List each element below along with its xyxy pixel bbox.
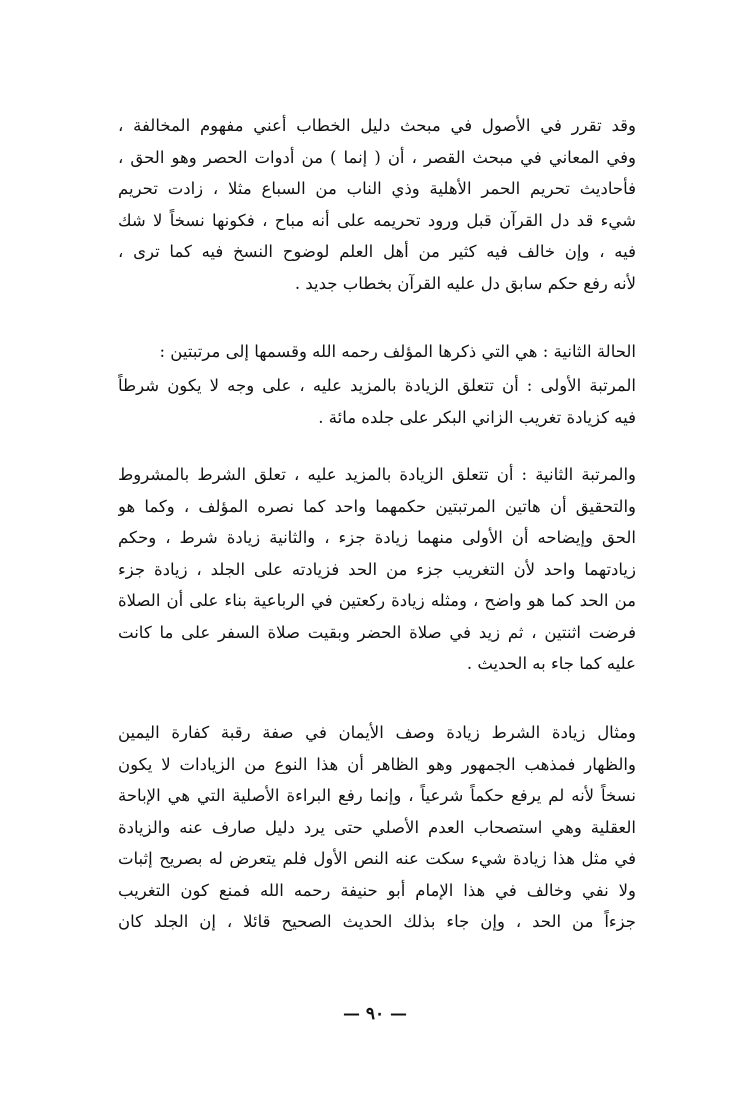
paragraph-3 bbox=[118, 370, 636, 433]
text-line: فرضت اثنتين ، ثم زيد في صلاة الحضر وبقيت صلاة السفر على ما كانت bbox=[118, 622, 636, 642]
page-number: — ٩٠ — bbox=[342, 1004, 408, 1024]
text-line: والظهار فمذهب الجمهور وهو الظاهر أن هذا النوع من الزيادات لا يكون bbox=[118, 754, 636, 774]
paragraph-1 bbox=[118, 110, 636, 299]
text-line: والتحقيق أن هاتين المرتبتين حكمهما واحد كما نصره المؤلف ، وكما هو bbox=[118, 496, 636, 516]
paragraph-5 bbox=[118, 717, 636, 938]
text-line: عليه كما جاء به الحديث . bbox=[466, 654, 636, 673]
text-line: فأحاديث تحريم الحمر الأهلية وذي الناب من السباع مثلا ، زادت تحريم bbox=[118, 179, 636, 198]
text-line: شيء قد دل القرآن قبل ورود تحريمه على أنه مباح ، فكونها نسخاً لا شك bbox=[118, 210, 636, 230]
text-line: ولا نفي وخالف في هذا الإمام أبو حنيفة رحمه الله فمنع كون التغريب bbox=[118, 880, 636, 900]
text-line: في مثل هذا زيادة شيء سكت عنه النص الأول فلم يتعرض له بصريح إثبات bbox=[118, 849, 636, 868]
text-line: ومثال زيادة الشرط زيادة وصف الأيمان في صفة رقبة كفارة اليمين bbox=[118, 723, 636, 742]
text-line: الحالة الثانية : هي التي ذكرها المؤلف رحمه الله وقسمها إلى مرتبتين : bbox=[159, 342, 636, 361]
text-line: فيه ، وإن خالف فيه كثير من أهل العلم لوضوح النسخ فيه كما ترى ، bbox=[118, 242, 636, 261]
text-line: الحق وإيضاحه أن الأولى منهما زيادة جزء ، والثانية زيادة شرط ، وحكم bbox=[118, 528, 636, 547]
text-line: جزءاً من الحد ، وإن جاء بذلك الحديث الصحيح قائلا ، إن الجلد كان bbox=[118, 912, 636, 931]
text-line: العقلية وهي استصحاب العدم الأصلي حتى يرد دليل صارف عنه والزيادة bbox=[118, 817, 636, 837]
paragraph-4 bbox=[118, 459, 636, 680]
text-line: وفي المعاني في مبحث القصر ، أن ( إنما ) من أدوات الحصر وهو الحق ، bbox=[118, 147, 636, 167]
text-line: زيادتهما واحد لأن التغريب جزء من الحد فزيادته على الجلد ، زيادة جزء bbox=[118, 559, 636, 579]
text-line: والمرتبة الثانية : أن تتعلق الزيادة بالمزيد عليه ، تعلق الشرط بالمشروط bbox=[118, 465, 636, 484]
text-line: من الحد كما هو واضح ، ومثله زيادة ركعتين في الرباعية بناء على أن الصلاة bbox=[118, 591, 636, 610]
text-line: وقد تقرر في الأصول في مبحث دليل الخطاب أعني مفهوم المخالفة ، bbox=[118, 116, 636, 135]
text-line: لأنه رفع حكم سابق دل عليه القرآن بخطاب جديد . bbox=[294, 273, 636, 293]
paragraph-2 bbox=[118, 336, 636, 368]
text-line: نسخاً لأنه لم يرفع حكماً شرعياً ، وإنما رفع البراءة الأصلية التي هي الإباحة bbox=[118, 786, 636, 805]
text-line: المرتبة الأولى : أن تتعلق الزيادة بالمزيد عليه ، على وجه لا يكون شرطاً bbox=[118, 376, 636, 395]
text-line: فيه كزيادة تغريب الزاني البكر على جلده مائة . bbox=[318, 407, 636, 427]
